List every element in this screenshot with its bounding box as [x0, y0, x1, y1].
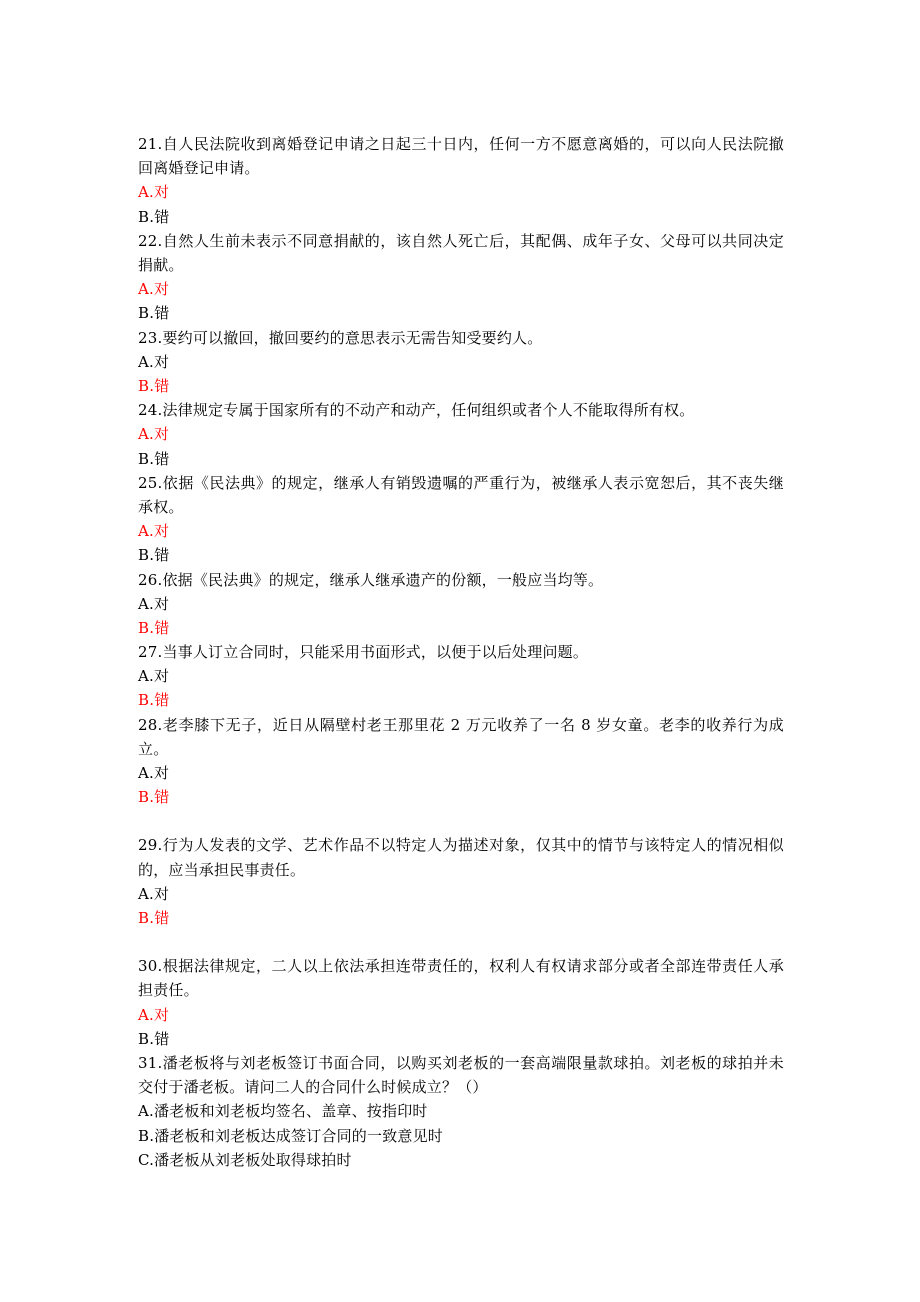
question-28-option-a: A.对 [138, 764, 170, 783]
question-26-option-a: A.对 [138, 594, 170, 613]
question-22-text: 22.自然人生前未表示不同意捐献的，该自然人死亡后，其配偶、成年子女、父母可以共同决定捐献。 [138, 231, 784, 274]
question-21-option-b: B.错 [138, 207, 170, 226]
blank-line [138, 809, 784, 833]
question-23-option-a: A.对 [138, 352, 170, 371]
question-23-option-b: B.错 [138, 376, 170, 395]
question-26-option-b: B.错 [138, 618, 170, 637]
question-29-option-a: A.对 [138, 884, 170, 903]
question-22-option-a: A.对 [138, 280, 170, 299]
blank-line [138, 930, 784, 954]
question-26-text: 26.依据《民法典》的规定，继承人继承遗产的份额，一般应当均等。 [138, 570, 604, 589]
question-28-option-b: B.错 [138, 788, 170, 807]
question-31-text: 31.潘老板将与刘老板签订书面合同，以购买刘老板的一套高端限量款球拍。刘老板的球拍并未交付于潘老板。请问二人的合同什么时候成立？（） [138, 1054, 784, 1097]
question-24-option-b: B.错 [138, 449, 170, 468]
question-25-option-a: A.对 [138, 522, 170, 541]
question-23-text: 23.要约可以撤回，撤回要约的意思表示无需告知受要约人。 [138, 328, 543, 347]
question-27-text: 27.当事人订立合同时，只能采用书面形式，以便于以后处理问题。 [138, 643, 589, 662]
question-24-option-a: A.对 [138, 425, 170, 444]
question-30-text: 30.根据法律规定，二人以上依法承担连带责任的，权利人有权请求部分或者全部连带责任人承担责任。 [138, 957, 784, 1000]
question-27-option-a: A.对 [138, 667, 170, 686]
question-31-option-b: B.潘老板和刘老板达成签订合同的一致意见时 [138, 1126, 443, 1145]
question-21-text: 21.自人民法院收到离婚登记申请之日起三十日内，任何一方不愿意离婚的，可以向人民法院撤回离婚登记申请。 [138, 135, 784, 178]
question-25-text: 25.依据《民法典》的规定，继承人有销毁遗嘱的严重行为，被继承人表示宽恕后，其不丧失继承权。 [138, 473, 784, 516]
question-27-option-b: B.错 [138, 691, 170, 710]
question-29-option-b: B.错 [138, 909, 170, 928]
question-24-text: 24.法律规定专属于国家所有的不动产和动产，任何组织或者个人不能取得所有权。 [138, 401, 695, 420]
question-31-option-a: A.潘老板和刘老板均签名、盖章、按指印时 [138, 1102, 428, 1121]
question-30-option-b: B.错 [138, 1029, 170, 1048]
question-28-text: 28.老李膝下无子，近日从隔壁村老王那里花 2 万元收养了一名 8 岁女童。老李的收养行为成立。 [138, 715, 784, 758]
question-21-option-a: A.对 [138, 183, 170, 202]
question-22-option-b: B.错 [138, 304, 170, 323]
question-30-option-a: A.对 [138, 1005, 170, 1024]
question-31-option-c: C.潘老板从刘老板处取得球拍时 [138, 1150, 352, 1169]
question-29-text: 29.行为人发表的文学、艺术作品不以特定人为描述对象，仅其中的情节与该特定人的情况相似的，应当承担民事责任。 [138, 836, 784, 879]
question-25-option-b: B.错 [138, 546, 170, 565]
